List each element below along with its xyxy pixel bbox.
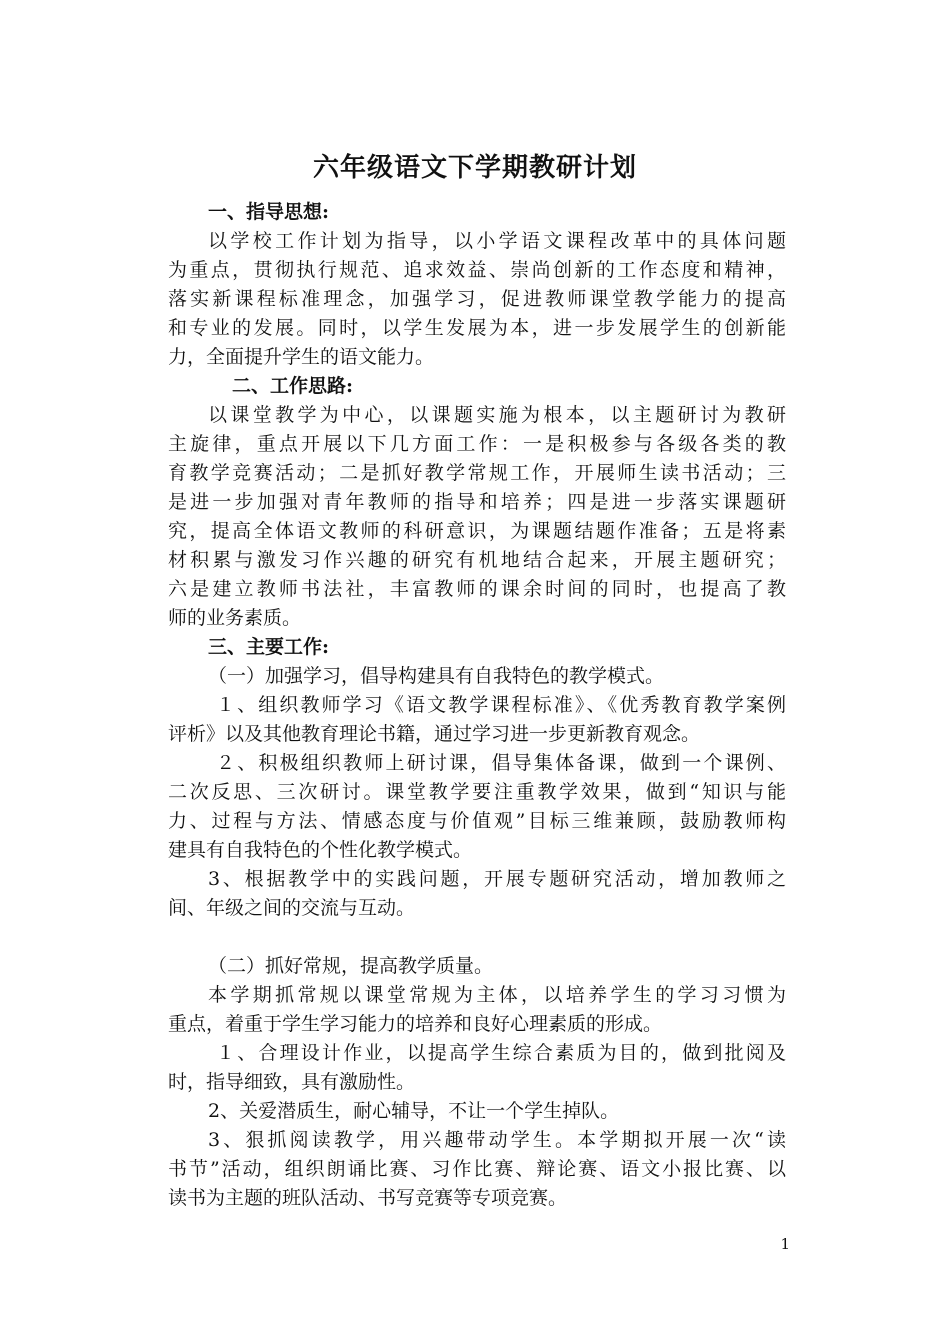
body-line: 时，指导细致，具有激励性。 xyxy=(168,1071,416,1093)
body-line: 重点，着重于学生学习能力的培养和良好心理素质的形成。 xyxy=(168,1013,663,1035)
body-line: 育教学竞赛活动；二是抓好教学常规工作，开展师生读书活动；三 xyxy=(168,462,786,484)
body-line: 材积累与激发习作兴趣的研究有机地结合起来，开展主题研究； xyxy=(168,549,786,571)
body-line: 3、根据教学中的实践问题，开展专题研究活动，增加教师之 xyxy=(208,868,786,890)
body-line: 建具有自我特色的个性化教学模式。 xyxy=(168,839,473,861)
body-line: 读书为主题的班队活动、书写竞赛等专项竞赛。 xyxy=(168,1187,568,1209)
body-line: 书节”活动，组织朗诵比赛、习作比赛、辩论赛、语文小报比赛、以 xyxy=(168,1158,786,1180)
body-line: 师的业务素质。 xyxy=(168,607,302,629)
blank-line xyxy=(168,923,786,952)
body-line: 力、过程与方法、情感态度与价值观”目标三维兼顾，鼓励教师构 xyxy=(168,810,786,832)
body-line: （一）加强学习，倡导构建具有自我特色的教学模式。 xyxy=(208,665,665,687)
body-line: 六是建立教师书法社，丰富教师的课余时间的同时，也提高了教 xyxy=(168,578,786,600)
body-line: １、组织教师学习《语文教学课程标准》、《优秀教育教学案例 xyxy=(216,694,786,716)
body-line: 是进一步加强对青年教师的指导和培养；四是进一步落实课题研 xyxy=(168,491,786,513)
body-line: 本学期抓常规以课堂常规为主体，以培养学生的学习习惯为 xyxy=(208,984,786,1006)
body-line: １、合理设计作业，以提高学生综合素质为目的，做到批阅及 xyxy=(216,1042,786,1064)
section-heading: 三、主要工作: xyxy=(208,636,330,658)
body-line: 以学校工作计划为指导，以小学语文课程改革中的具体问题 xyxy=(208,230,786,252)
body-line: ２、积极组织教师上研讨课，倡导集体备课，做到一个课例、 xyxy=(216,752,786,774)
body-line: 落实新课程标准理念，加强学习，促进教师课堂教学能力的提高 xyxy=(168,288,786,310)
body-line: （二）抓好常规，提高教学质量。 xyxy=(208,955,494,977)
document-title: 六年级语文下学期教研计划 xyxy=(312,153,637,183)
body-line: 二次反思、三次研讨。课堂教学要注重教学效果，做到“知识与能 xyxy=(168,781,786,803)
body-line: 力，全面提升学生的语文能力。 xyxy=(168,346,435,368)
body-line: 3、狠抓阅读教学，用兴趣带动学生。本学期拟开展一次“读 xyxy=(208,1129,786,1151)
document-body xyxy=(168,198,786,1213)
body-line: 间、年级之间的交流与互动。 xyxy=(168,897,416,919)
body-line: 以课堂教学为中心，以课题实施为根本，以主题研讨为教研 xyxy=(208,404,786,426)
page-number: 1 xyxy=(780,1235,790,1253)
body-line: 评析》以及其他教育理论书籍，通过学习进一步更新教育观念。 xyxy=(168,723,701,745)
body-line: 和专业的发展。同时，以学生发展为本，进一步发展学生的创新能 xyxy=(168,317,786,339)
body-line: 主旋律，重点开展以下几方面工作：一是积极参与各级各类的教 xyxy=(168,433,786,455)
section-heading: 一、指导思想: xyxy=(208,201,330,223)
body-line: 为重点，贯彻执行规范、追求效益、崇尚创新的工作态度和精神， xyxy=(168,259,786,281)
section-heading: 二、工作思路: xyxy=(232,375,354,397)
body-line: 2、关爱潜质生，耐心辅导，不让一个学生掉队。 xyxy=(208,1100,620,1122)
body-line: 究，提高全体语文教师的科研意识，为课题结题作准备；五是将素 xyxy=(168,520,786,542)
